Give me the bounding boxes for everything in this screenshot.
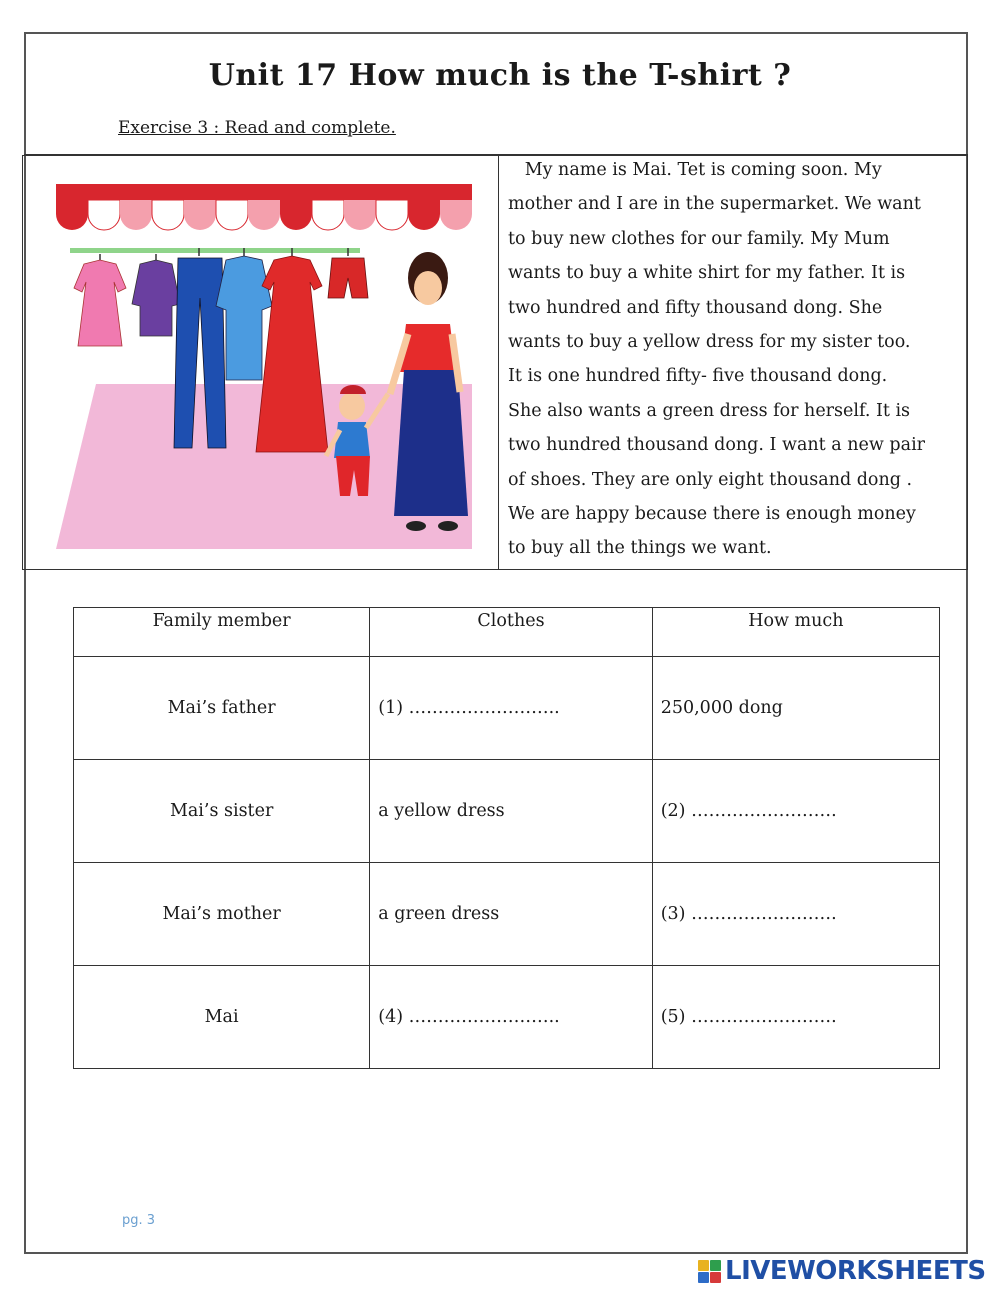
passage-line: She also wants a green dress for herself. It is bbox=[508, 400, 911, 421]
passage-line: My name is Mai. Tet is coming soon. My bbox=[508, 160, 882, 180]
red-dress bbox=[256, 248, 328, 452]
answer-table bbox=[73, 607, 940, 1069]
cell-member: Mai’s mother bbox=[74, 863, 370, 966]
logo-tile bbox=[698, 1260, 709, 1271]
passage-line: to buy new clothes for our family. My Mum bbox=[508, 228, 890, 249]
header-clothes: Clothes bbox=[370, 608, 652, 657]
passage-line: two hundred thousand dong. I want a new pair bbox=[508, 435, 926, 456]
page-number: pg. 3 bbox=[122, 1213, 156, 1228]
answer-blank-5[interactable]: (5) ……………………. bbox=[652, 966, 939, 1069]
logo-tile bbox=[710, 1260, 721, 1271]
cell-member: Mai’s sister bbox=[74, 760, 370, 863]
answer-blank-2[interactable]: (2) ……………………. bbox=[652, 760, 939, 863]
table-row bbox=[74, 657, 940, 760]
cell-member: Mai bbox=[74, 966, 370, 1069]
answer-blank-3[interactable]: (3) ……………………. bbox=[652, 863, 939, 966]
header-family-member: Family member bbox=[74, 608, 370, 657]
passage-line: two hundred and fifty thousand dong. She bbox=[508, 297, 883, 318]
reading-passage bbox=[508, 153, 963, 566]
table-header-row bbox=[74, 608, 940, 657]
cell-clothes: a green dress bbox=[370, 863, 652, 966]
cell-price: 250,000 dong bbox=[652, 657, 939, 760]
worksheet-title: Unit 17 How much is the T-shirt ? bbox=[208, 58, 792, 93]
brand-name: LIVEWORKSHEETS bbox=[725, 1256, 986, 1286]
table-row bbox=[74, 863, 940, 966]
table-row bbox=[74, 760, 940, 863]
cell-member: Mai’s father bbox=[74, 657, 370, 760]
passage-line: wants to buy a white shirt for my father. It is bbox=[508, 263, 906, 284]
exercise-instruction: Exercise 3 : Read and complete. bbox=[118, 118, 396, 138]
passage-line: It is one hundred fifty- five thousand dong. bbox=[508, 366, 888, 387]
cell-clothes: a yellow dress bbox=[370, 760, 652, 863]
brand-watermark bbox=[698, 1258, 986, 1284]
answer-blank-4[interactable]: (4) …………………….. bbox=[370, 966, 652, 1069]
logo-tile bbox=[710, 1272, 721, 1283]
passage-line: mother and I are in the supermarket. We want bbox=[508, 194, 921, 215]
liveworksheets-logo-icon bbox=[698, 1260, 721, 1283]
logo-tile bbox=[698, 1272, 709, 1283]
passage-line: to buy all the things we want. bbox=[508, 538, 772, 559]
passage-line: wants to buy a yellow dress for my sister too. bbox=[508, 332, 911, 353]
reading-column-divider bbox=[498, 155, 499, 570]
table-row bbox=[74, 966, 940, 1069]
passage-line: of shoes. They are only eight thousand dong . bbox=[508, 469, 913, 490]
passage-line: We are happy because there is enough money bbox=[508, 504, 916, 525]
clothes-shop-illustration bbox=[56, 174, 472, 549]
answer-blank-1[interactable]: (1) …………………….. bbox=[370, 657, 652, 760]
clothes-rail bbox=[70, 248, 360, 253]
header-how-much: How much bbox=[652, 608, 939, 657]
